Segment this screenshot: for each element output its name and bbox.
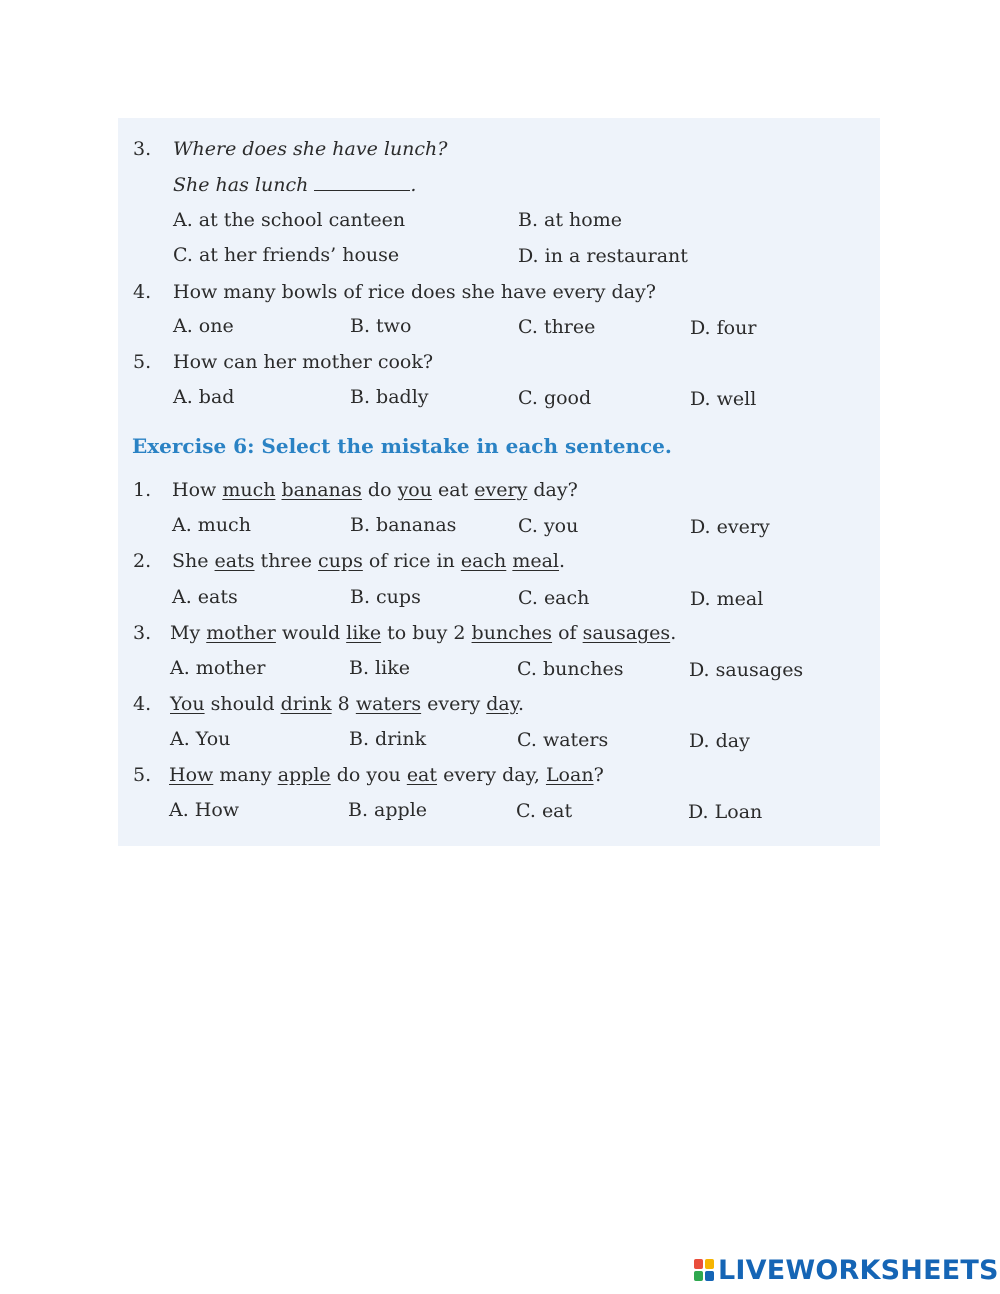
option-d[interactable]: D. Loan: [688, 801, 763, 823]
sentence-text: every: [421, 693, 487, 715]
option-a[interactable]: A. one: [173, 315, 234, 337]
underlined-word: drink: [280, 693, 332, 715]
option-a[interactable]: A. at the school canteen: [173, 209, 406, 231]
sentence: [172, 478, 578, 502]
question-number: 4.: [133, 281, 152, 303]
sentence-text: My: [170, 622, 207, 644]
sentence-text: day?: [527, 479, 578, 501]
option-c[interactable]: C. at her friends’ house: [173, 244, 400, 266]
underlined-word: day: [486, 693, 518, 715]
question-text: How can her mother cook?: [173, 351, 434, 373]
underlined-word: much: [222, 479, 276, 501]
sentence-text: .: [559, 550, 566, 572]
option-d[interactable]: D. well: [690, 388, 757, 410]
question-number: 5.: [133, 351, 152, 373]
question-number: 3.: [133, 138, 152, 160]
underlined-word: waters: [355, 693, 422, 715]
underlined-word: each: [460, 550, 507, 572]
option-a[interactable]: A. mother: [170, 657, 266, 679]
underlined-word: you: [397, 479, 432, 501]
option-a[interactable]: A. bad: [173, 386, 235, 408]
sentence-text: to buy 2: [381, 622, 472, 644]
sentence-text: three: [254, 550, 319, 572]
liveworksheets-logo: [694, 1254, 999, 1286]
sentence-text: .: [670, 622, 677, 644]
option-c[interactable]: C. three: [518, 316, 596, 338]
underlined-word: sausages: [582, 622, 671, 644]
answer-suffix: .: [410, 174, 417, 196]
underlined-word: eat: [406, 764, 438, 786]
sentence-text: every day,: [437, 764, 546, 786]
option-c[interactable]: C. waters: [517, 729, 609, 751]
option-b[interactable]: B. bananas: [350, 514, 457, 536]
underlined-word: eats: [214, 550, 255, 572]
underlined-word: cups: [318, 550, 363, 572]
sentence-text: 8: [331, 693, 356, 715]
sentence-text: should: [204, 693, 281, 715]
option-d[interactable]: D. every: [690, 516, 770, 538]
sentence-text: many: [213, 764, 278, 786]
underlined-word: meal: [512, 550, 560, 572]
option-b[interactable]: B. cups: [350, 586, 421, 608]
exercise-title: Exercise 6: Select the mistake in each sentence.: [132, 434, 672, 458]
option-d[interactable]: D. sausages: [689, 659, 804, 681]
logo-text: LIVEWORKSHEETS: [718, 1254, 999, 1286]
underlined-word: bananas: [281, 479, 362, 501]
sentence: [172, 549, 565, 573]
sentence-text: ?: [593, 764, 604, 786]
sentence-text: eat: [431, 479, 475, 501]
option-d[interactable]: D. meal: [690, 588, 764, 610]
option-c[interactable]: C. good: [518, 387, 592, 409]
option-d[interactable]: D. in a restaurant: [518, 245, 688, 267]
question-text: How many bowls of rice does she have every day?: [173, 281, 656, 303]
option-a[interactable]: A. You: [170, 728, 231, 750]
question-number: 4.: [133, 693, 152, 715]
option-d[interactable]: D. four: [690, 317, 757, 339]
sentence-text: of rice in: [362, 550, 461, 572]
option-c[interactable]: C. you: [518, 515, 579, 537]
sentence-text: of: [552, 622, 583, 644]
answer-blank: [314, 172, 410, 191]
question-number: 5.: [133, 764, 152, 786]
question-number: 3.: [133, 622, 152, 644]
option-a[interactable]: A. much: [172, 514, 251, 536]
option-b[interactable]: B. two: [350, 315, 412, 337]
option-b[interactable]: B. like: [349, 657, 410, 679]
sentence-text: do you: [330, 764, 407, 786]
option-c[interactable]: C. bunches: [517, 658, 624, 680]
sentence-text: would: [275, 622, 347, 644]
sentence-text: She: [172, 550, 215, 572]
answer-prefix: She has lunch: [173, 174, 309, 196]
sentence: [169, 763, 604, 787]
sentence-text: do: [361, 479, 398, 501]
underlined-word: bunches: [471, 622, 553, 644]
sentence: [170, 692, 524, 716]
option-b[interactable]: B. drink: [349, 728, 427, 750]
underlined-word: every: [474, 479, 528, 501]
underlined-word: You: [170, 693, 205, 715]
underlined-word: apple: [277, 764, 331, 786]
sentence-text: How: [172, 479, 223, 501]
logo-mark-icon: [694, 1259, 714, 1281]
option-c[interactable]: C. eat: [516, 800, 573, 822]
question-number: 2.: [133, 550, 152, 572]
question-text: Where does she have lunch?: [173, 138, 448, 160]
option-d[interactable]: D. day: [689, 730, 750, 752]
underlined-word: like: [346, 622, 382, 644]
option-a[interactable]: A. eats: [172, 586, 238, 608]
question-number: 1.: [133, 479, 152, 501]
underlined-word: Loan: [545, 764, 594, 786]
sentence-text: .: [517, 693, 524, 715]
sentence: [170, 621, 676, 645]
underlined-word: mother: [206, 622, 276, 644]
option-a[interactable]: A. How: [169, 799, 240, 821]
option-b[interactable]: B. apple: [348, 799, 428, 821]
answer-line: [173, 172, 416, 197]
underlined-word: How: [169, 764, 214, 786]
option-b[interactable]: B. badly: [350, 386, 429, 408]
option-c[interactable]: C. each: [518, 587, 590, 609]
option-b[interactable]: B. at home: [518, 209, 622, 231]
